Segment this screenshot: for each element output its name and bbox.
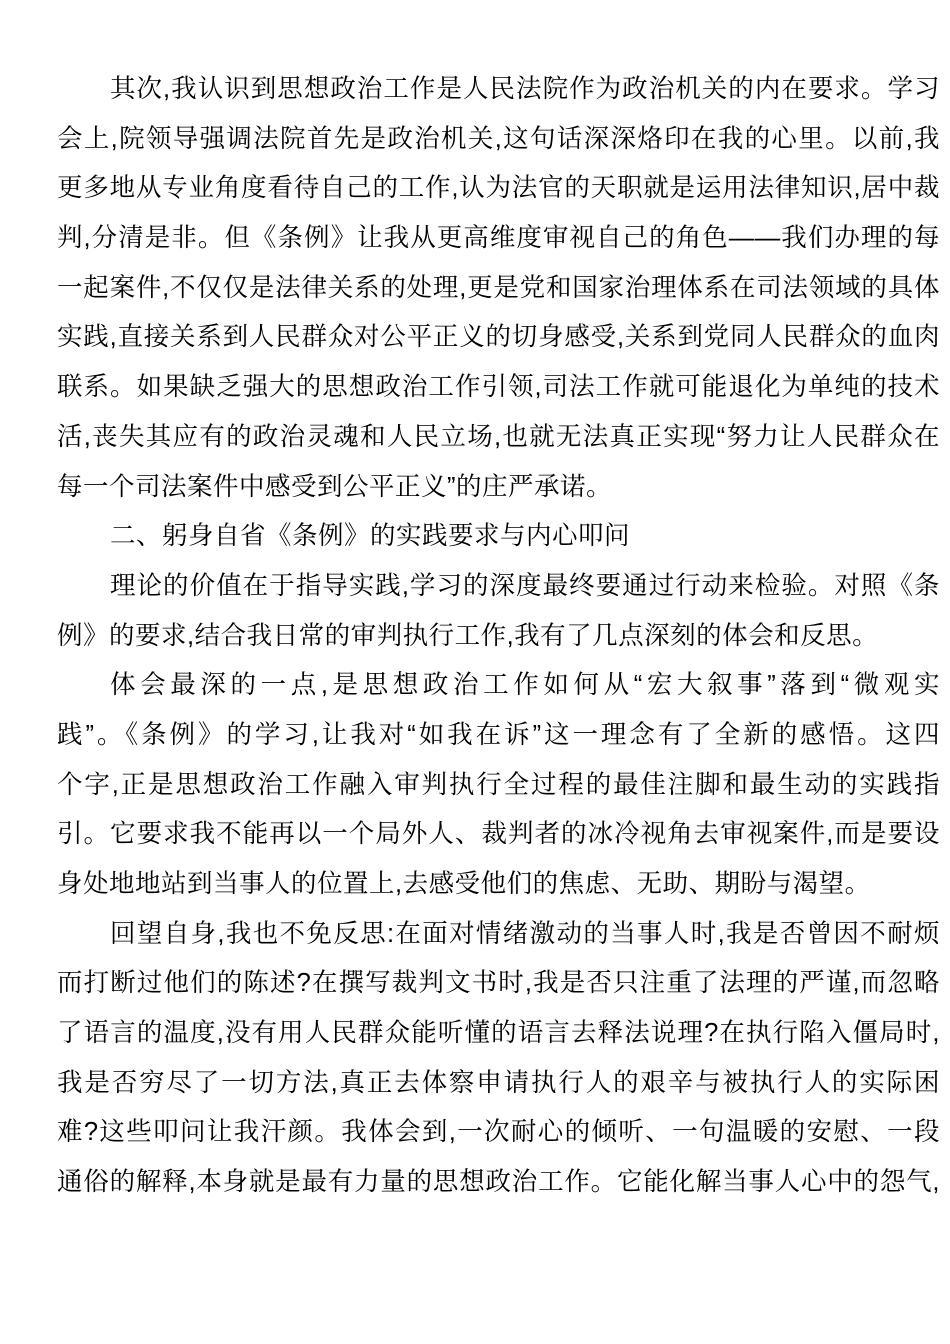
text-line: 难?这些叩问让我汗颜。我体会到,一次耐心的倾听、一句温暖的安慰、一段 bbox=[57, 1118, 940, 1147]
text-line: 引。它要求我不能再以一个局外人、裁判者的冰冷视角去审视案件,而是要设 bbox=[57, 820, 940, 849]
paragraph bbox=[57, 562, 940, 661]
text-line: 二、躬身自省《条例》的实践要求与内心叩问 bbox=[110, 522, 631, 551]
paragraph bbox=[57, 661, 940, 909]
text-line: 理论的价值在于指导实践,学习的深度最终要通过行动来检验。对照《条 bbox=[110, 571, 940, 600]
text-line: 践”。《条例》的学习,让我对“如我在诉”这一理念有了全新的感悟。这四 bbox=[57, 720, 940, 749]
text-line: 通俗的解释,本身就是最有力量的思想政治工作。它能化解当事人心中的怨气, bbox=[57, 1168, 940, 1197]
paragraph bbox=[57, 910, 940, 1208]
text-line: 个字,正是思想政治工作融入审判执行全过程的最佳注脚和最生动的实践指 bbox=[57, 770, 940, 799]
text-line: 体会最深的一点,是思想政治工作如何从“宏大叙事”落到“微观实 bbox=[110, 671, 940, 700]
text-line: 更多地从专业角度看待自己的工作,认为法官的天职就是运用法律知识,居中裁 bbox=[57, 174, 940, 203]
text-line: 了语言的温度,没有用人民群众能听懂的语言去释法说理?在执行陷入僵局时, bbox=[57, 1019, 940, 1048]
text-line: 会上,院领导强调法院首先是政治机关,这句话深深烙印在我的心里。以前,我 bbox=[57, 124, 940, 153]
text-line: 身处地地站到当事人的位置上,去感受他们的焦虑、无助、期盼与渴望。 bbox=[57, 870, 871, 898]
text-line: 活,丧失其应有的政治灵魂和人民立场,也就无法真正实现“努力让人民群众在 bbox=[57, 422, 940, 451]
text-line: 判,分清是非。但《条例》让我从更高维度审视自己的角色——我们办理的每 bbox=[57, 224, 940, 253]
text-line: 其次,我认识到思想政治工作是人民法院作为政治机关的内在要求。学习 bbox=[110, 75, 940, 103]
text-line: 而打断过他们的陈述?在撰写裁判文书时,我是否只注重了法理的严谨,而忽略 bbox=[57, 969, 940, 998]
text-line: 实践,直接关系到人民群众对公平正义的切身感受,关系到党同人民群众的血肉 bbox=[57, 323, 940, 352]
text-line: 每一个司法案件中感受到公平正义”的庄严承诺。 bbox=[57, 472, 612, 501]
text-line: 一起案件,不仅仅是法律关系的处理,更是党和国家治理体系在司法领域的具体 bbox=[57, 273, 940, 302]
text-line: 联系。如果缺乏强大的思想政治工作引领,司法工作就可能退化为单纯的技术 bbox=[57, 373, 940, 402]
section-heading bbox=[57, 512, 940, 562]
text-line: 回望自身,我也不免反思:在面对情绪激动的当事人时,我是否曾因不耐烦 bbox=[110, 919, 940, 948]
text-line: 我是否穷尽了一切方法,真正去体察申请执行人的艰辛与被执行人的实际困 bbox=[57, 1068, 940, 1097]
text-line: 例》的要求,结合我日常的审判执行工作,我有了几点深刻的体会和反思。 bbox=[57, 621, 879, 650]
paragraph bbox=[57, 65, 940, 512]
